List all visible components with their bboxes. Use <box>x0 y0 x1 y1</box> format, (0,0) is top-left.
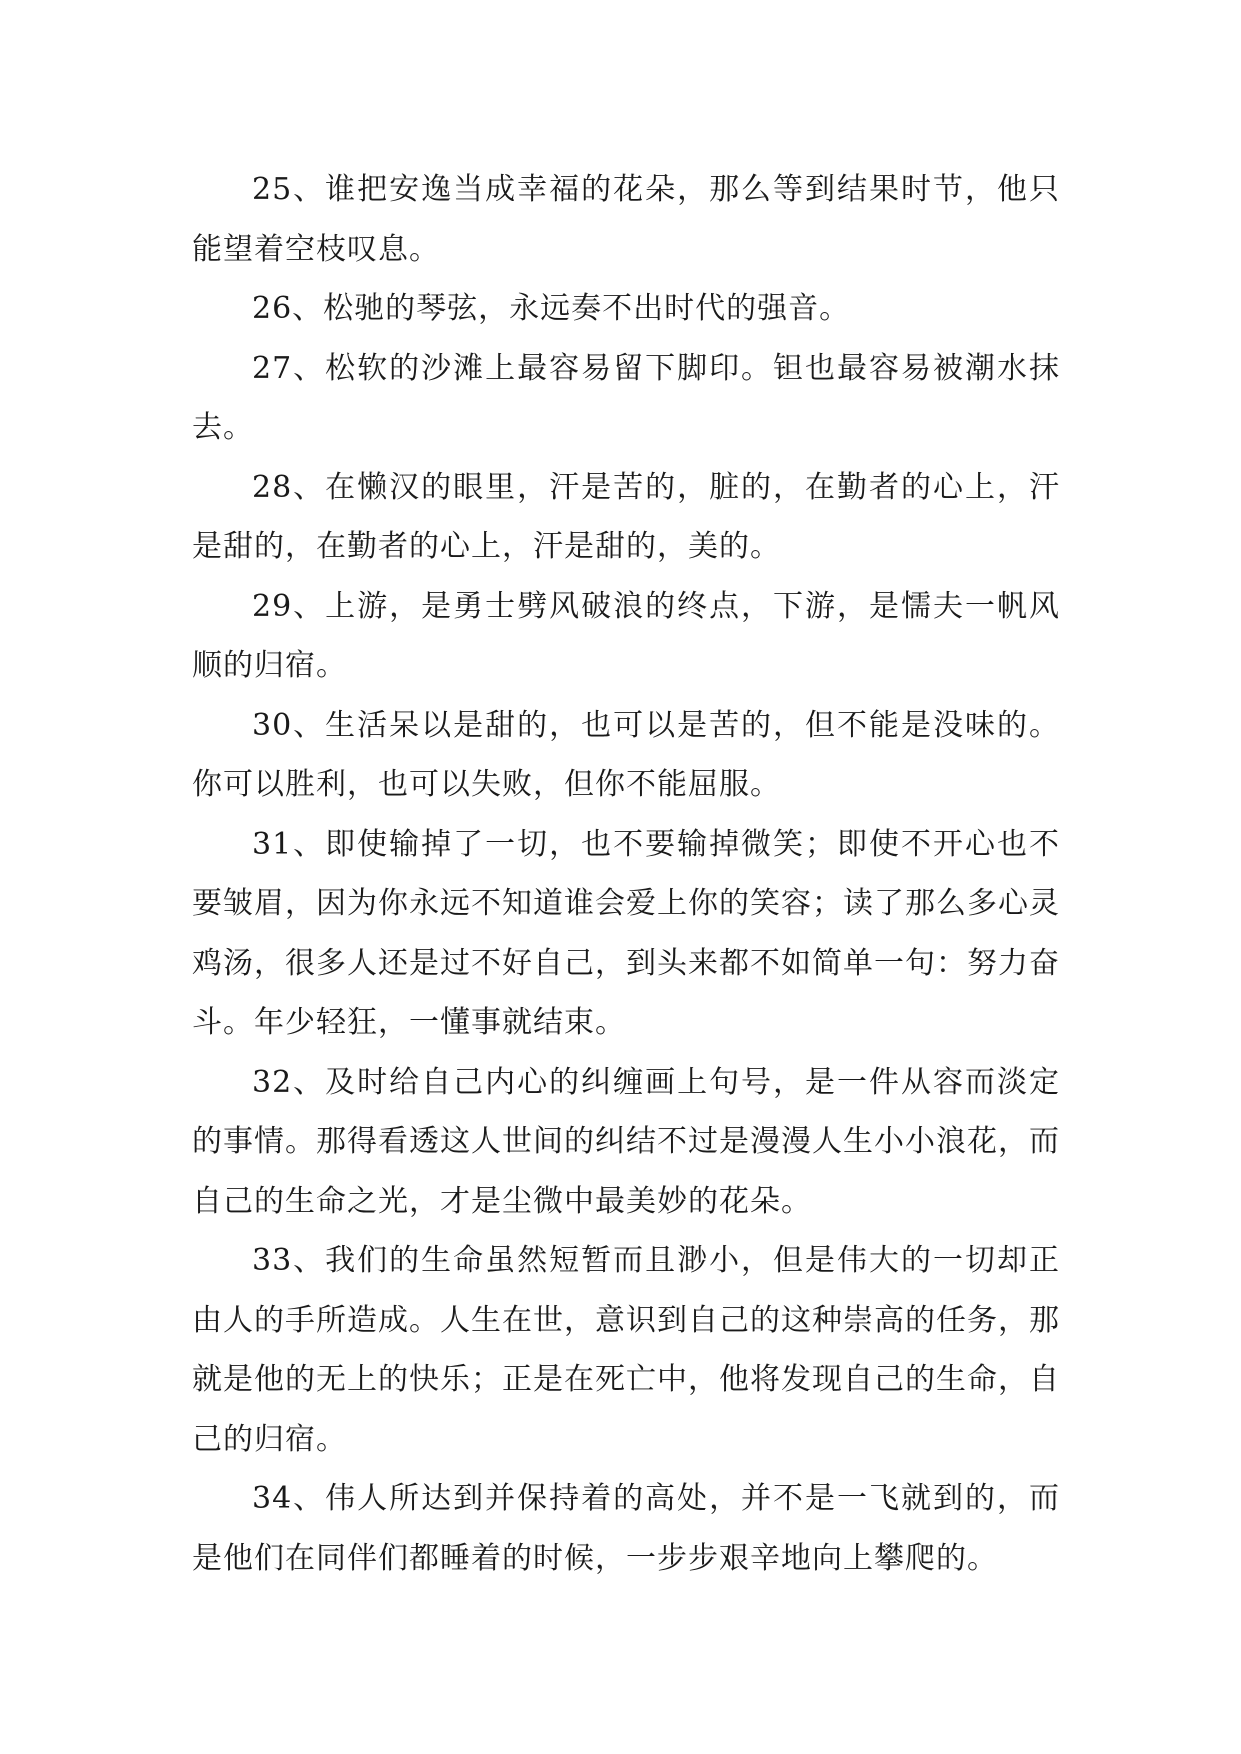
document-body <box>192 160 1060 1588</box>
paragraph-31: 31、即使输掉了一切，也不要输掉微笑；即使不开心也不要皱眉，因为你永远不知道谁会爱上你的笑容；读了那么多心灵鸡汤，很多人还是过不好自己，到头来都不如简单一句：努力奋斗。年少轻狂，一懂事就结束。 <box>192 826 1060 1040</box>
paragraph-28: 28、在懒汉的眼里，汗是苦的，脏的，在勤者的心上，汗是甜的，在勤者的心上，汗是甜的，美的。 <box>192 469 1060 564</box>
paragraph-29: 29、上游，是勇士劈风破浪的终点，下游，是懦夫一帆风顺的归宿。 <box>192 588 1060 683</box>
paragraph-34: 34、伟人所达到并保持着的高处，并不是一飞就到的，而是他们在同伴们都睡着的时候，一步步艰辛地向上攀爬的。 <box>192 1481 1060 1576</box>
paragraph-32: 32、及时给自己内心的纠缠画上句号，是一件从容而淡定的事情。那得看透这人世间的纠结不过是漫漫人生小小浪花，而自己的生命之光，才是尘微中最美妙的花朵。 <box>192 1064 1060 1219</box>
paragraph-33: 33、我们的生命虽然短暂而且渺小，但是伟大的一切却正由人的手所造成。人生在世，意识到自己的这种崇高的任务，那就是他的无上的快乐；正是在死亡中，他将发现自己的生命，自己的归宿。 <box>192 1243 1060 1457</box>
paragraph-30: 30、生活呆以是甜的，也可以是苦的，但不能是没味的。你可以胜利，也可以失败，但你不能屈服。 <box>192 707 1060 802</box>
paragraph-27: 27、松软的沙滩上最容易留下脚印。钽也最容易被潮水抹去。 <box>192 350 1060 445</box>
paragraph-25: 25、谁把安逸当成幸福的花朵，那么等到结果时节，他只能望着空枝叹息。 <box>192 172 1060 267</box>
paragraph-26: 26、松驰的琴弦，永远奏不出时代的强音。 <box>252 291 851 326</box>
